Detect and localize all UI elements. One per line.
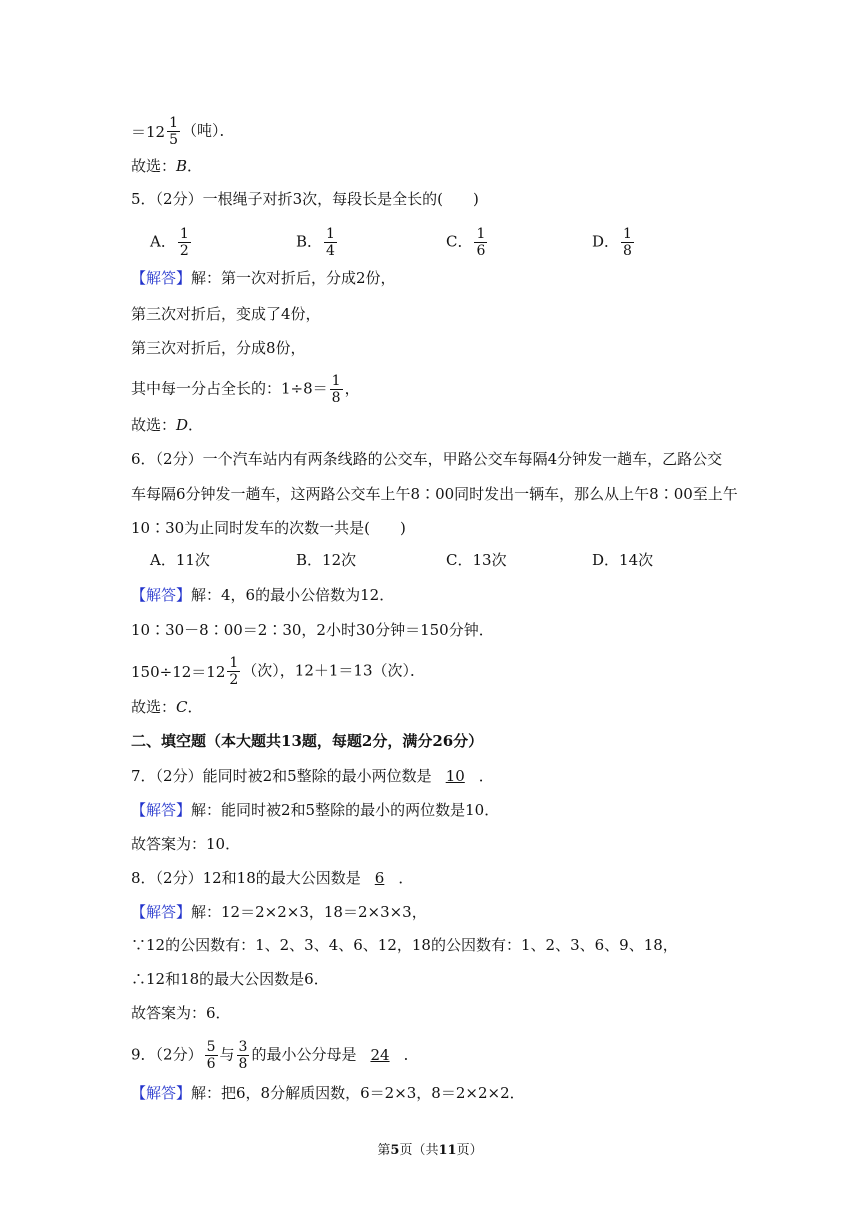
section-heading: 二、填空题（本大题共13题，每题2分，满分26分） — [131, 732, 484, 750]
q6-stem-line1: 6．（2分）一个汽车站内有两条线路的公交车，甲路公交车每隔4分钟发一趟车，乙路公交 — [131, 450, 723, 468]
solution-tag: 【解答】 — [131, 1084, 192, 1102]
q8-solution-line3: ∴12和18的最大公因数是6． — [131, 970, 329, 988]
prev-calc-line: ＝12 $\frac{1}{5}$ （吨）． — [131, 115, 235, 148]
q6-option-d: D．14次 — [592, 551, 654, 569]
solution-tag: 【解答】 — [131, 801, 192, 819]
q6-option-b: B．12次 — [296, 551, 357, 569]
q6-stem-line2: 车每隔6分钟发一趟车，这两路公交车上午8∶00同时发出一辆车，那么从上午8∶00至上午 — [131, 485, 738, 503]
q9-solution-line1: 【解答】解：把6，8分解质因数，6＝2×3，8＝2×2×2． — [131, 1084, 525, 1102]
q5-option-c: C． $\frac{1}{6}$ — [446, 226, 486, 259]
fraction: $\frac{5}{6}$ — [206, 1039, 216, 1072]
fraction: $\frac{1}{8}$ — [331, 373, 341, 406]
solution-tag: 【解答】 — [131, 586, 192, 604]
q7-stem: 7．（2分）能同时被2和5整除的最小两位数是 10 ． — [131, 767, 494, 785]
q6-answer: 故选：C． — [131, 698, 203, 716]
q8-solution-line1: 【解答】解：12＝2×2×3，18＝2×3×3， — [131, 903, 427, 921]
page-footer: 第5页（共11页） — [377, 1143, 483, 1158]
prev-answer: 故选：B． — [131, 157, 203, 175]
q8-stem: 8．（2分）12和18的最大公因数是 6 ． — [131, 869, 414, 887]
q8-answer: 故答案为：6． — [131, 1004, 231, 1022]
q9-stem: 9．（2分） $\frac{5}{6}$ 与 $\frac{3}{8}$ 的最小公分母是 24 ． — [131, 1039, 419, 1072]
q6-stem-line3: 10∶30为止同时发车的次数一共是( ) — [131, 519, 406, 537]
q5-stem: 5．（2分）一根绳子对折3次，每段长是全长的( ) — [131, 190, 479, 208]
q7-solution-line1: 【解答】解：能同时被2和5整除的最小的两位数是10． — [131, 801, 500, 819]
q5-solution-line3: 第三次对折后，分成8份， — [131, 339, 306, 357]
answer-blank: 10 — [445, 767, 465, 785]
q5-option-b: B． $\frac{1}{4}$ — [296, 226, 335, 259]
fraction: $\frac{3}{8}$ — [238, 1039, 248, 1072]
solution-tag: 【解答】 — [131, 903, 192, 921]
q5-option-a: A． $\frac{1}{2}$ — [150, 226, 189, 259]
q8-solution-line2: ∵12的公因数有：1、2、3、4、6、12，18的公因数有：1、2、3、6、9、18， — [131, 936, 678, 954]
q5-solution-line1: 【解答】解：第一次对折后，分成2份， — [131, 269, 396, 287]
q5-solution-line4: 其中每一分占全长的：1÷8＝ $\frac{1}{8}$ ， — [131, 373, 360, 406]
solution-tag: 【解答】 — [131, 269, 192, 287]
q5-answer: 故选：D． — [131, 416, 204, 434]
q6-solution-line2: 10∶30－8∶00＝2∶30，2小时30分钟＝150分钟． — [131, 621, 494, 639]
answer-blank: 24 — [370, 1045, 390, 1064]
page-total: 11 — [438, 1143, 457, 1158]
q6-option-a: A．11次 — [150, 551, 210, 569]
q6-solution-line3: 150÷12＝12 $\frac{1}{2}$ （次），12＋1＝13（次）． — [131, 655, 426, 688]
q5-option-d: D． $\frac{1}{8}$ — [592, 226, 632, 259]
q6-options — [150, 550, 750, 570]
fraction: $\frac{1}{5}$ — [169, 115, 179, 148]
q6-solution-line1: 【解答】解：4，6的最小公倍数为12． — [131, 586, 395, 604]
page-number: 5 — [390, 1143, 400, 1158]
q6-option-c: C．13次 — [446, 551, 507, 569]
q5-options — [150, 226, 750, 260]
answer-blank: 6 — [374, 869, 385, 887]
fraction: $\frac{1}{2}$ — [229, 655, 239, 688]
q5-solution-line2: 第三次对折后，变成了4份， — [131, 305, 321, 323]
q7-answer: 故答案为：10． — [131, 835, 241, 853]
